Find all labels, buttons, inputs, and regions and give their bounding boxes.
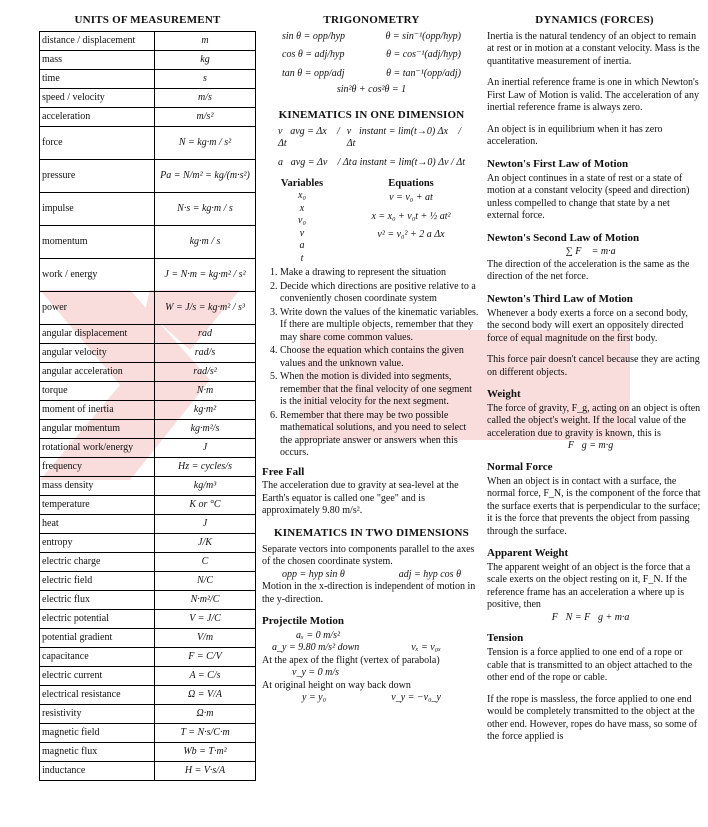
units-row xyxy=(40,50,256,69)
law1-text: An object continues in a state of rest or a state of motion at a constant velocity (speed and direction) unless compelled to change that state by a net external force. xyxy=(487,172,690,221)
unit-symbol: A = C/s xyxy=(155,666,256,685)
units-row xyxy=(40,258,256,291)
unit-quantity: impulse xyxy=(40,192,155,225)
unit-quantity: temperature xyxy=(40,495,155,514)
kin-variable: x₀ xyxy=(298,190,306,202)
unit-symbol: N·m xyxy=(155,381,256,400)
instant-accel-eq: a instant = lim(t→0) Δv / Δt xyxy=(352,156,465,168)
equations-label: Equations xyxy=(388,178,434,189)
unit-quantity: angular velocity xyxy=(40,343,155,362)
arcsin-eq: θ = sin⁻¹(opp/hyp) xyxy=(385,30,461,42)
law3-title: Newton's Third Law of Motion xyxy=(487,292,633,305)
unit-quantity: mass density xyxy=(40,476,155,495)
unit-symbol: J/K xyxy=(155,533,256,552)
variables-label: Variables xyxy=(280,178,324,189)
trig-equations xyxy=(262,31,481,97)
unit-quantity: mass xyxy=(40,50,155,69)
apex-eq: v_y = 0 m/s xyxy=(292,667,340,679)
law1-title: Newton's First Law of Motion xyxy=(487,157,629,170)
kin-equation: x = x₀ + v₀t + ½ at² xyxy=(371,210,451,222)
apparent-text: The apparent weight of an object is the force that a scale exerts on the object resting on it, F_N. If the reference frame has an acceleration a where up is positive, then xyxy=(487,561,691,611)
units-row xyxy=(40,291,256,324)
unit-symbol: rad/s xyxy=(155,343,256,362)
kin-variables-equations xyxy=(262,177,481,265)
units-row xyxy=(40,742,256,761)
units-row xyxy=(40,666,256,685)
units-row xyxy=(40,590,256,609)
units-row xyxy=(40,685,256,704)
unit-symbol: kg·m²/s xyxy=(155,419,256,438)
unit-quantity: speed / velocity xyxy=(40,88,155,107)
kin-equation: v = v₀ + at xyxy=(389,192,433,204)
dynamics-title: DYNAMICS (FORCES) xyxy=(535,14,654,26)
units-title: UNITS OF MEASUREMENT xyxy=(74,14,221,26)
kin-variable: a xyxy=(299,240,305,252)
units-row xyxy=(40,647,256,666)
avg-velocity-eq: v⃗avg = Δx⃗ / Δt xyxy=(278,125,340,149)
unit-quantity: pressure xyxy=(40,159,155,192)
kin-variable: v xyxy=(299,227,305,239)
unit-symbol: m xyxy=(155,31,256,50)
units-row xyxy=(40,69,256,88)
unit-symbol: N = kg·m / s² xyxy=(155,126,256,159)
units-row xyxy=(40,457,256,476)
units-row xyxy=(40,107,256,126)
kin2-text2: Motion in the x-direction is independent of motion in the y-direction. xyxy=(262,581,476,605)
law3b-text: This force pair doesn't cancel because they are acting on different objects. xyxy=(487,354,700,378)
unit-quantity: work / energy xyxy=(40,258,155,291)
weight-text: The force of gravity, F_g, acting on an object is often called the object's weight. If the local value of the acceleration due to gravity is known, this is xyxy=(487,402,701,439)
weight-eq: F⃗g = m·g⃗ xyxy=(567,440,622,452)
unit-symbol: C xyxy=(155,552,256,571)
inertia-text: Inertia is the natural tendency of an object to remain at rest or in motion at a constant velocity. Mass is the quantitative measurement of inertia. xyxy=(487,30,700,67)
tan-eq: tan θ = opp/adj xyxy=(282,67,345,79)
unit-quantity: force xyxy=(40,126,155,159)
dynamics-column xyxy=(487,12,702,744)
kin2-text: Separate vectors into components parallel to the axes of the chosen coordinate system. xyxy=(262,543,475,568)
unit-symbol: m/s² xyxy=(155,107,256,126)
unit-quantity: torque xyxy=(40,381,155,400)
equilibrium-text: An object is in equilibrium when it has zero acceleration. xyxy=(487,123,663,148)
unit-symbol: V = J/C xyxy=(155,609,256,628)
kin-step: 2. Decide which directions are positive relative to a conveniently chosen coordinate system xyxy=(280,281,481,306)
unit-symbol: H = V·s/A xyxy=(155,761,256,780)
return-y-eq: y = y₀ xyxy=(302,692,327,704)
opp-eq: opp = hyp sin θ xyxy=(282,568,345,580)
unit-symbol: kg/m³ xyxy=(155,476,256,495)
law2-title: Newton's Second Law of Motion xyxy=(487,231,640,244)
sin-eq: sin θ = opp/hyp xyxy=(282,30,346,42)
kin-step: 1. Make a drawing to represent the situation xyxy=(280,267,481,280)
unit-quantity: frequency xyxy=(40,457,155,476)
unit-quantity: magnetic field xyxy=(40,723,155,742)
weight-title: Weight xyxy=(487,388,521,400)
kin-equation: v² = v₀² + 2 a Δx xyxy=(377,229,445,241)
unit-quantity: magnetic flux xyxy=(40,742,155,761)
units-row xyxy=(40,609,256,628)
unit-quantity: electrical resistance xyxy=(40,685,155,704)
units-row xyxy=(40,533,256,552)
kin-step: 6. Remember that there may be two possible mathematical solutions, and you need to select the appropriate answer or answers when this occurs. xyxy=(280,410,481,460)
freefall-text: The acceleration due to gravity at sea-level at the Earth's equator is called one "gee" and is approximately 9.80 m/s². xyxy=(262,480,459,517)
unit-quantity: electric charge xyxy=(40,552,155,571)
unit-symbol: kg·m / s xyxy=(155,225,256,258)
kin2-title: KINEMATICS IN TWO DIMENSIONS xyxy=(274,526,469,539)
tension-title: Tension xyxy=(487,632,524,645)
ay-eq: a_y = 9.80 m/s² down xyxy=(272,642,360,654)
unit-symbol: kg·m² xyxy=(155,400,256,419)
unit-quantity: angular acceleration xyxy=(40,362,155,381)
unit-symbol: V/m xyxy=(155,628,256,647)
unit-symbol: rad/s² xyxy=(155,362,256,381)
unit-quantity: power xyxy=(40,291,155,324)
units-row xyxy=(40,324,256,343)
adj-eq: adj = hyp cos θ xyxy=(398,568,461,580)
return-text: At original height on way back down xyxy=(262,679,411,691)
unit-quantity: potential gradient xyxy=(40,628,155,647)
unit-symbol: Pa = N/m² = kg/(m·s²) xyxy=(155,159,256,192)
unit-symbol: s xyxy=(155,69,256,88)
kin-variable: t xyxy=(300,252,304,264)
freefall-title: Free Fall xyxy=(262,465,305,478)
apex-text: At the apex of the flight (vertex of parabola) xyxy=(262,654,440,666)
kin-step: 5. When the motion is divided into segments, remember that the final velocity of one segment is the initial velocity for the next segment. xyxy=(280,371,481,409)
unit-quantity: angular displacement xyxy=(40,324,155,343)
unit-symbol: rad xyxy=(155,324,256,343)
apparent-title: Apparent Weight xyxy=(487,547,569,559)
units-row xyxy=(40,419,256,438)
law2-eq: ∑ F⃗ = m·a⃗ xyxy=(565,246,624,258)
kinematics-steps xyxy=(262,267,481,460)
law2-text: The direction of the acceleration is the same as the direction of the net force. xyxy=(487,258,690,283)
vx-eq: vₓ = v₀ₓ xyxy=(411,642,441,654)
unit-symbol: N·m²/C xyxy=(155,590,256,609)
unit-symbol: K or °C xyxy=(155,495,256,514)
unit-symbol: Ω = V/A xyxy=(155,685,256,704)
kin-variable: v₀ xyxy=(298,215,306,227)
unit-quantity: moment of inertia xyxy=(40,400,155,419)
unit-symbol: J = N·m = kg·m² / s² xyxy=(155,258,256,291)
unit-quantity: inductance xyxy=(40,761,155,780)
kin1-title: KINEMATICS IN ONE DIMENSION xyxy=(278,108,465,121)
arctan-eq: θ = tan⁻¹(opp/adj) xyxy=(386,67,461,79)
units-table xyxy=(39,31,256,781)
units-row xyxy=(40,628,256,647)
unit-symbol: J xyxy=(155,438,256,457)
unit-quantity: heat xyxy=(40,514,155,533)
unit-quantity: electric flux xyxy=(40,590,155,609)
ax-eq: aₓ = 0 m/s² xyxy=(296,629,340,641)
return-vy-eq: v_y = −v₀_y xyxy=(391,692,441,704)
unit-quantity: electric potential xyxy=(40,609,155,628)
unit-quantity: electric current xyxy=(40,666,155,685)
units-row xyxy=(40,343,256,362)
unit-quantity: rotational work/energy xyxy=(40,438,155,457)
unit-symbol: kg xyxy=(155,50,256,69)
unit-symbol: N·s = kg·m / s xyxy=(155,192,256,225)
units-row xyxy=(40,362,256,381)
instant-velocity-eq: v⃗instant = lim(t→0) Δx⃗ / Δt xyxy=(346,125,462,149)
unit-symbol: F = C/V xyxy=(155,647,256,666)
tension-text: Tension is a force applied to one end of a rope or cable that is transmitted to an object attached to the other end of the rope or cable. xyxy=(487,647,693,683)
trig-title: TRIGONOMETRY xyxy=(323,14,420,26)
projectile-title: Projectile Motion xyxy=(262,615,344,628)
unit-symbol: Hz = cycles/s xyxy=(155,457,256,476)
normal-text: When an object is in contact with a surface, the normal force, F_N, is the component of the force that the surface exerts that is perpendicular to the surface; it is the force that prevents the object from passing through the surface. xyxy=(487,475,701,537)
units-column xyxy=(39,12,256,781)
unit-quantity: entropy xyxy=(40,533,155,552)
units-row xyxy=(40,476,256,495)
unit-quantity: angular momentum xyxy=(40,419,155,438)
units-row xyxy=(40,159,256,192)
cos-eq: cos θ = adj/hyp xyxy=(282,49,345,61)
unit-quantity: distance / displacement xyxy=(40,31,155,50)
unit-symbol: W = J/s = kg·m² / s³ xyxy=(155,291,256,324)
units-row xyxy=(40,225,256,258)
unit-quantity: momentum xyxy=(40,225,155,258)
law3-text: Whenever a body exerts a force on a second body, the second body will exert an oppositely directed force of equal magnitude on the first body. xyxy=(487,307,688,344)
units-row xyxy=(40,761,256,780)
units-row xyxy=(40,438,256,457)
unit-symbol: Wb = T·m² xyxy=(155,742,256,761)
units-row xyxy=(40,400,256,419)
units-row xyxy=(40,704,256,723)
kin-step: 3. Write down the values of the kinematic variables. If there are multiple objects, remember that they may share come common values. xyxy=(280,307,481,345)
trig-identity: sin²θ + cos²θ = 1 xyxy=(336,84,407,96)
unit-quantity: resistivity xyxy=(40,704,155,723)
arccos-eq: θ = cos⁻¹(adj/hyp) xyxy=(386,49,461,61)
units-row xyxy=(40,381,256,400)
unit-quantity: capacitance xyxy=(40,647,155,666)
middle-column xyxy=(262,12,481,705)
unit-symbol: J xyxy=(155,514,256,533)
units-row xyxy=(40,31,256,50)
kin-variable: x xyxy=(299,202,305,214)
unit-quantity: time xyxy=(40,69,155,88)
unit-symbol: T = N·s/C·m xyxy=(155,723,256,742)
unit-symbol: N/C xyxy=(155,571,256,590)
units-row xyxy=(40,723,256,742)
units-row xyxy=(40,192,256,225)
unit-symbol: Ω·m xyxy=(155,704,256,723)
avg-accel-eq: a⃗avg = Δv⃗ / Δt xyxy=(278,156,352,168)
units-row xyxy=(40,514,256,533)
units-row xyxy=(40,571,256,590)
unit-quantity: electric field xyxy=(40,571,155,590)
units-row xyxy=(40,552,256,571)
units-row xyxy=(40,126,256,159)
apparent-eq: F⃗N = F⃗g + m·a⃗ xyxy=(551,611,638,623)
tension2-text: If the rope is massless, the force applied to one end would be completely transmitted to the object at the other end. However, ropes do have mass, so some of the force applied is xyxy=(487,693,698,742)
unit-symbol: m/s xyxy=(155,88,256,107)
units-row xyxy=(40,495,256,514)
kin-step: 4. Choose the equation which contains the given values and the unknown value. xyxy=(280,345,481,370)
normal-title: Normal Force xyxy=(487,460,553,473)
units-row xyxy=(40,88,256,107)
reference-frame-text: An inertial reference frame is one in which Newton's First Law of Motion is valid. The acceleration of any inertial reference frame is always zero. xyxy=(487,77,699,114)
unit-quantity: acceleration xyxy=(40,107,155,126)
